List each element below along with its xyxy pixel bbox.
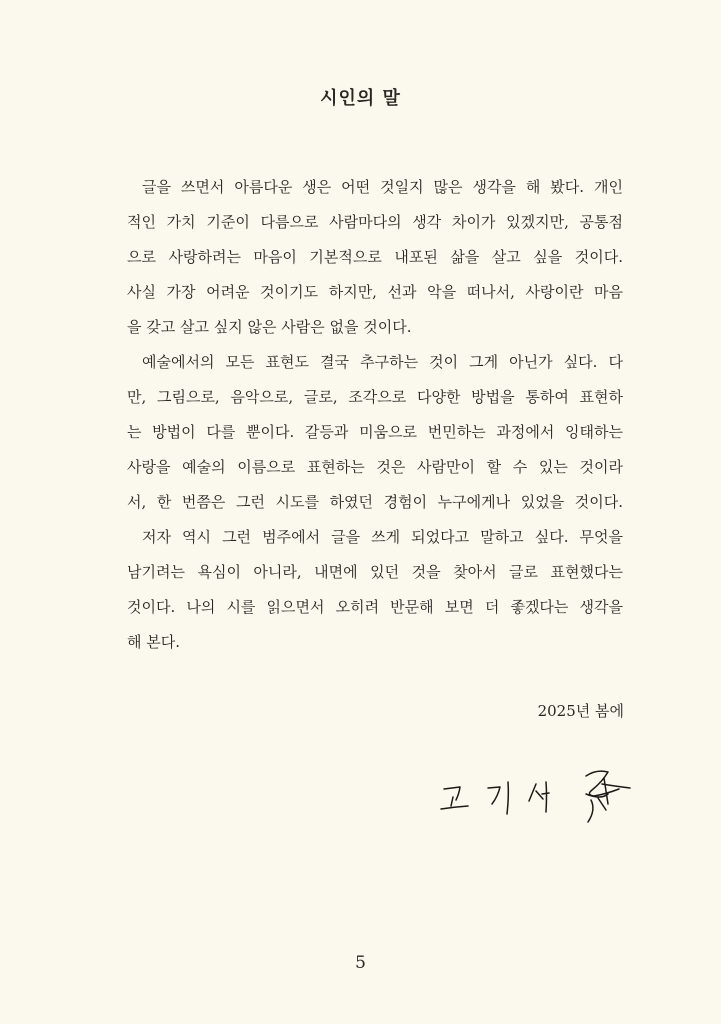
text-line: 적인 가치 기준이 다름으로 사람마다의 생각 차이가 있겠지만, 공통점 [127, 213, 623, 231]
text-line: 글을 쓰면서 아름다운 생은 어떤 것일지 많은 생각을 해 봤다. 개인 [142, 178, 623, 196]
handwritten-signature [436, 764, 636, 834]
text-line: 사실 가장 어려운 것이기도 하지만, 선과 악을 떠나서, 사랑이란 마음 [127, 283, 623, 301]
text-line: 는 방법이 다를 뿐이다. 갈등과 미움으로 번민하는 과정에서 잉태하는 [127, 423, 623, 441]
paragraph-3 [127, 520, 623, 660]
text-line: 으로 사랑하려는 마음이 기본적으로 내포된 삶을 살고 싶을 것이다. [127, 248, 623, 266]
text-line: 것이다. 나의 시를 읽으면서 오히려 반문해 보면 더 좋겠다는 생각을 [127, 598, 623, 616]
text-line: 서, 한 번쯤은 그런 시도를 하였던 경험이 누구에게나 있었을 것이다. [127, 493, 623, 511]
page-number: 5 [355, 953, 366, 973]
paragraph-1 [127, 170, 623, 345]
text-line: 사랑을 예술의 이름으로 표현하는 것은 사람만이 할 수 있는 것이라 [127, 458, 623, 476]
text-line: 해 본다. [127, 633, 181, 651]
text-line: 남기려는 욕심이 아니라, 내면에 있던 것을 찾아서 글로 표현했다는 [127, 563, 623, 581]
preface-body [127, 170, 623, 660]
text-line: 을 갖고 살고 싶지 않은 사람은 없을 것이다. [127, 318, 412, 336]
signoff-date: 2025년 봄에 [537, 702, 624, 720]
paragraph-2 [127, 345, 623, 520]
page-title: 시인의 말 [320, 88, 401, 109]
text-line: 만, 그림으로, 음악으로, 글로, 조각으로 다양한 방법을 통하여 표현하 [127, 388, 623, 406]
text-line: 저자 역시 그런 범주에서 글을 쓰게 되었다고 말하고 싶다. 무엇을 [142, 528, 623, 546]
text-line: 예술에서의 모든 표현도 결국 추구하는 것이 그게 아닌가 싶다. 다 [142, 353, 623, 371]
